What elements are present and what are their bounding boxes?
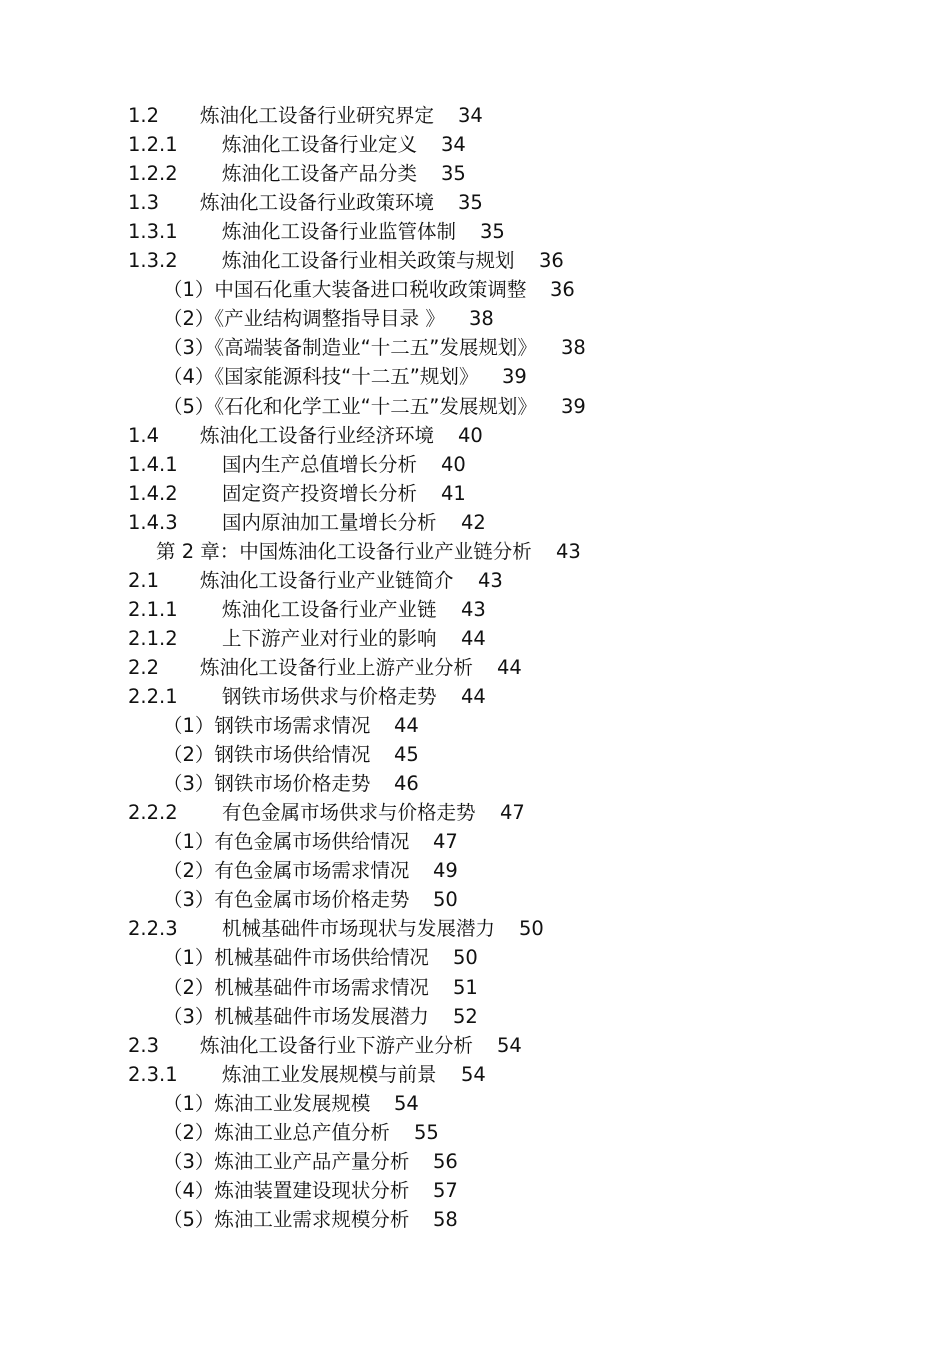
- toc-entry-number: 1.4.2: [128, 481, 178, 505]
- toc-entry-title: （2）机械基础件市场需求情况: [163, 975, 429, 999]
- toc-entry-title: 炼油化工设备产品分类: [222, 162, 418, 186]
- toc-entry-page-number: 50: [453, 946, 478, 970]
- toc-entry-page-number: 43: [461, 597, 486, 621]
- toc-entry-number: 1.3: [128, 191, 160, 215]
- toc-entry-page-number: 55: [414, 1120, 439, 1144]
- toc-entry-number: 1.2.2: [128, 162, 178, 186]
- toc-entry-page-number: 44: [497, 655, 522, 679]
- toc-entry: [0, 275, 950, 304]
- toc-entry-page-number: 40: [441, 452, 466, 476]
- toc-entry-page-number: 41: [441, 481, 466, 505]
- toc-entry-title: 炼油化工设备行业相关政策与规划: [222, 249, 515, 273]
- toc-entry-title: （1）中国石化重大装备进口税收政策调整: [163, 278, 527, 302]
- toc-entry-title: （5）炼油工业需求规模分析: [163, 1207, 410, 1231]
- toc-entry-page-number: 51: [453, 975, 478, 999]
- toc-entry-page-number: 44: [461, 626, 486, 650]
- toc-entry: [0, 101, 950, 130]
- toc-entry-title: （4）《国家能源科技“十二五”规划》: [163, 365, 479, 389]
- toc-entry-page-number: 54: [461, 1062, 486, 1086]
- toc-entry-title: 炼油化工设备行业经济环境: [200, 423, 435, 447]
- toc-entry-number: 1.2: [128, 104, 160, 127]
- toc-entry-page-number: 34: [458, 104, 483, 127]
- toc-entry: [0, 624, 950, 653]
- toc-entry-page-number: 56: [433, 1149, 458, 1173]
- toc-entry: [0, 508, 950, 537]
- toc-entry-page-number: 39: [502, 365, 527, 389]
- toc-entry-title: 炼油化工设备行业定义: [222, 133, 418, 157]
- toc-entry-title: 机械基础件市场现状与发展潜力: [222, 917, 496, 941]
- toc-entry: [0, 798, 950, 827]
- toc-entry-number: 2.1.2: [128, 626, 178, 650]
- toc-entry-title: 上下游产业对行业的影响: [222, 626, 437, 650]
- toc-entry-page-number: 47: [500, 801, 525, 825]
- toc-entry-title: 第 2 章：中国炼油化工设备行业产业链分析: [156, 539, 532, 563]
- toc-entry-title: （4）炼油装置建设现状分析: [163, 1178, 410, 1202]
- toc-entry-page-number: 50: [519, 917, 544, 941]
- toc-entry-title: （3）《高端装备制造业“十二五”发展规划》: [163, 336, 537, 360]
- toc-entry: [0, 914, 950, 943]
- toc-entry-title: 炼油工业发展规模与前景: [222, 1062, 437, 1086]
- toc-entry-title: 有色金属市场供求与价格走势: [222, 801, 476, 825]
- toc-entry-title: （5）《石化和化学工业“十二五”发展规划》: [163, 394, 537, 418]
- toc-entry: [0, 1002, 950, 1031]
- toc-entry: [0, 392, 950, 421]
- toc-entry-number: 2.2: [128, 655, 160, 679]
- toc-entry-page-number: 38: [469, 307, 494, 331]
- toc-entry-title: 炼油化工设备行业产业链: [222, 597, 437, 621]
- toc-entry-number: 2.3: [128, 1033, 160, 1057]
- toc-entry: [0, 362, 950, 391]
- toc-entry: [0, 421, 950, 450]
- toc-entry: [0, 1060, 950, 1089]
- toc-entry-title: （1）机械基础件市场供给情况: [163, 946, 429, 970]
- toc-entry-title: 炼油化工设备行业监管体制: [222, 220, 457, 244]
- toc-entry-number: 2.1.1: [128, 597, 178, 621]
- toc-entry-title: 国内原油加工量增长分析: [222, 510, 437, 534]
- toc-entry-title: 钢铁市场供求与价格走势: [222, 685, 437, 708]
- toc-entry-number: 1.3.2: [128, 249, 178, 273]
- toc-entry-title: 炼油化工设备行业上游产业分析: [200, 655, 474, 679]
- toc-entry-title: （2）炼油工业总产值分析: [163, 1120, 390, 1144]
- toc-entry: [0, 740, 950, 769]
- toc-entry-page-number: 39: [561, 394, 586, 418]
- toc-entry-title: （3）有色金属市场价格走势: [163, 888, 410, 912]
- toc-entry-number: 1.3.1: [128, 220, 178, 244]
- toc-entry: [0, 827, 950, 856]
- toc-entry: [0, 304, 950, 333]
- toc-entry-number: 2.2.1: [128, 685, 178, 708]
- toc-entry: [0, 130, 950, 159]
- toc-entry-page-number: 40: [458, 423, 483, 447]
- toc-entry-page-number: 57: [433, 1178, 458, 1202]
- toc-entry-page-number: 35: [458, 191, 483, 215]
- toc-entry-page-number: 46: [394, 772, 419, 796]
- toc-entry-title: （3）炼油工业产品产量分析: [163, 1149, 410, 1173]
- toc-entry-page-number: 44: [461, 685, 486, 708]
- toc-entry: [0, 856, 950, 885]
- toc-entry-number: 1.2.1: [128, 133, 178, 157]
- toc-entry: [0, 885, 950, 914]
- toc-entry-number: 2.2.3: [128, 917, 178, 941]
- toc-entry-page-number: 34: [441, 133, 466, 157]
- toc-entry-title: 炼油化工设备行业政策环境: [200, 191, 435, 215]
- toc-entry: [0, 333, 950, 362]
- toc-entry-number: 1.4.1: [128, 452, 178, 476]
- toc-entry-number: 1.4.3: [128, 510, 178, 534]
- toc-entry-title: （3）机械基础件市场发展潜力: [163, 1004, 429, 1028]
- toc-entry-title: 固定资产投资增长分析: [222, 481, 418, 505]
- toc-entry: [0, 653, 950, 682]
- toc-entry-page-number: 36: [550, 278, 575, 302]
- toc-entry: [0, 1031, 950, 1060]
- toc-entry: [0, 1118, 950, 1147]
- toc-entry-title: （2）钢铁市场供给情况: [163, 743, 371, 767]
- toc-entry-page-number: 54: [394, 1091, 419, 1115]
- toc-entry-title: 国内生产总值增长分析: [222, 452, 418, 476]
- toc-entry-title: （1）有色金属市场供给情况: [163, 830, 410, 854]
- toc-entry: [0, 1205, 950, 1234]
- toc-entry: [0, 188, 950, 217]
- toc-entry-page-number: 50: [433, 888, 458, 912]
- toc-entry: [0, 566, 950, 595]
- toc-entry-page-number: 43: [478, 568, 503, 592]
- toc-entry: [0, 943, 950, 972]
- toc-entry-page-number: 38: [561, 336, 586, 360]
- toc-entry-page-number: 54: [497, 1033, 522, 1057]
- toc-entry: [0, 246, 950, 275]
- toc-entry: [0, 1089, 950, 1118]
- toc-entry-page-number: 44: [394, 714, 419, 738]
- toc-entry-title: （1）钢铁市场需求情况: [163, 714, 371, 738]
- toc-entry-number: 1.4: [128, 423, 160, 447]
- toc-entry-title: （1）炼油工业发展规模: [163, 1091, 371, 1115]
- toc-entry-page-number: 45: [394, 743, 419, 767]
- toc-entry-title: 炼油化工设备行业研究界定: [200, 104, 435, 127]
- toc-entry: [0, 1176, 950, 1205]
- toc-entry: [0, 1147, 950, 1176]
- toc-entry: [0, 711, 950, 740]
- toc-entry-page-number: 36: [539, 249, 564, 273]
- toc-entry-title: （2）《产业结构调整指导目录 》: [163, 307, 445, 331]
- toc-entry-title: 炼油化工设备行业下游产业分析: [200, 1033, 474, 1057]
- toc-entry: [0, 537, 950, 566]
- toc-entry-page-number: 47: [433, 830, 458, 854]
- toc-entry-page-number: 49: [433, 859, 458, 883]
- toc-entry: [0, 682, 950, 711]
- toc-entry: [0, 159, 950, 188]
- toc-entry-title: （2）有色金属市场需求情况: [163, 859, 410, 883]
- toc-entry: [0, 217, 950, 246]
- toc-entry-title: （3）钢铁市场价格走势: [163, 772, 371, 796]
- toc-entry: [0, 450, 950, 479]
- toc-entry: [0, 769, 950, 798]
- toc-entry-page-number: 43: [556, 539, 581, 563]
- toc-entry-page-number: 52: [453, 1004, 478, 1028]
- toc-entry-number: 2.1: [128, 568, 160, 592]
- toc-entry: [0, 595, 950, 624]
- toc-entry-page-number: 42: [461, 510, 486, 534]
- toc-entry-page-number: 35: [441, 162, 466, 186]
- toc-entry-number: 2.2.2: [128, 801, 178, 825]
- toc-entry-page-number: 58: [433, 1207, 458, 1231]
- toc-entry: [0, 479, 950, 508]
- toc-entry-title: 炼油化工设备行业产业链简介: [200, 568, 454, 592]
- toc-entry-page-number: 35: [480, 220, 505, 244]
- toc-entry: [0, 973, 950, 1002]
- toc-entry-number: 2.3.1: [128, 1062, 178, 1086]
